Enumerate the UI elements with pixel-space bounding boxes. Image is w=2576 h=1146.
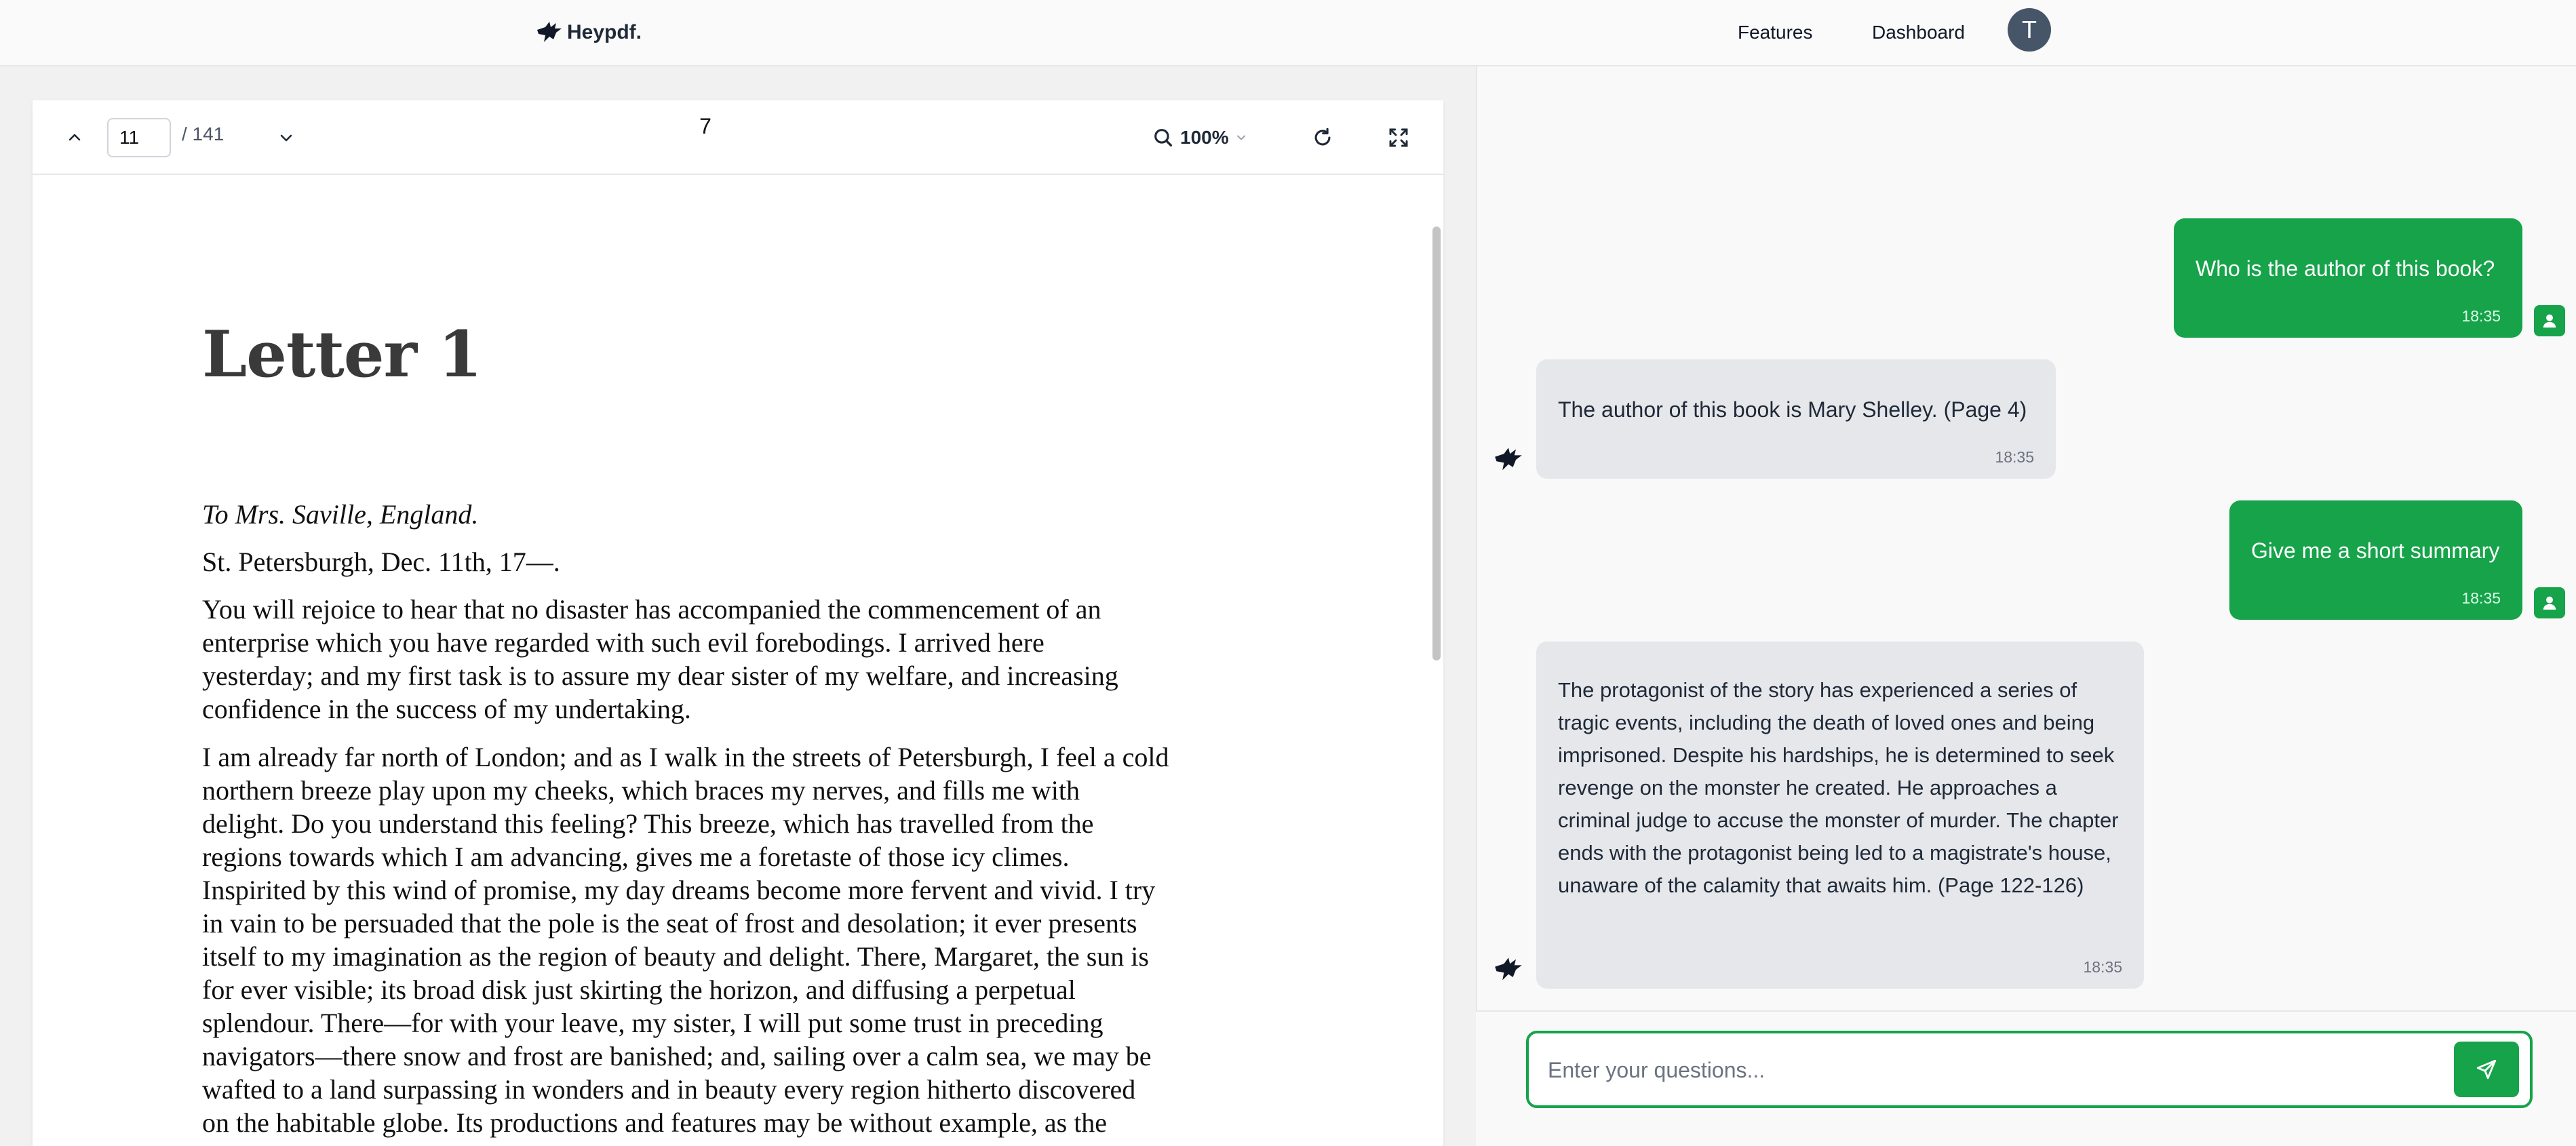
text-line: regions towards which I am advancing, gives me a foretaste of those icy climes. <box>202 842 1070 872</box>
message-timestamp: 18:35 <box>2461 307 2501 325</box>
letter-paragraph-2 <box>202 740 1274 1138</box>
fullscreen-icon <box>1388 127 1409 149</box>
text-line: splendour. There—for with your leave, my sister, I will put some trust in preceding <box>202 1008 1104 1038</box>
printed-page-number: 7 <box>699 114 711 138</box>
message-text: Give me a short summary <box>2251 538 2500 563</box>
bird-icon <box>1494 956 1523 983</box>
letter-dateline: St. Petersburgh, Dec. 11th, 17—. <box>202 547 560 577</box>
user-icon <box>2534 587 2565 618</box>
pdf-scrollbar[interactable] <box>1432 226 1441 660</box>
text-line: enterprise which you have regarded with such evil forebodings. I arrived here <box>202 627 1045 658</box>
search-icon <box>1152 126 1175 149</box>
chevron-down-icon <box>278 130 294 146</box>
user-icon <box>2534 305 2565 336</box>
text-line: on the habitable globe. Its productions and features may be without example, as the <box>202 1107 1108 1138</box>
text-line: navigators—there snow and frost are banished; and, sailing over a calm sea, we may be <box>202 1041 1152 1071</box>
text-line: in vain to be persuaded that the pole is the seat of frost and desolation; it ever presents <box>202 908 1137 938</box>
user-message <box>2229 500 2522 620</box>
user-avatar[interactable]: T <box>2008 8 2051 52</box>
page-total: / 141 <box>182 123 225 144</box>
zoom-control[interactable] <box>1152 121 1248 155</box>
nav-features-link[interactable]: Features <box>1738 22 1813 43</box>
message-timestamp: 18:35 <box>1995 448 2034 466</box>
text-line: confidence in the success of my undertaking. <box>202 694 691 724</box>
bird-icon <box>536 20 563 45</box>
message-timestamp: 18:35 <box>2083 958 2122 976</box>
letter-paragraph-1 <box>202 593 1274 726</box>
logo-text: Heypdf. <box>567 21 642 43</box>
chat-question-input[interactable] <box>1546 1047 2431 1093</box>
page-number-input[interactable] <box>107 118 171 157</box>
chevron-up-icon <box>66 130 83 146</box>
text-line: northern breeze play upon my cheeks, which braces my nerves, and fills me with <box>202 775 1080 806</box>
rotate-button[interactable] <box>1308 123 1338 153</box>
text-line: for ever visible; its broad disk just skirting the horizon, and diffusing a perpetual <box>202 974 1076 1005</box>
chevron-down-icon <box>1234 131 1248 144</box>
prev-page-button[interactable] <box>61 124 88 151</box>
message-text: The author of this book is Mary Shelley. (Page 4) <box>1558 397 2027 422</box>
text-line: yesterday; and my first task is to assure my dear sister of my welfare, and increasing <box>202 660 1118 691</box>
text-line: Inspirited by this wind of promise, my day dreams become more fervent and vivid. I try <box>202 875 1156 905</box>
bot-message <box>1536 359 2056 479</box>
text-line: I am already far north of London; and as I walk in the streets of Petersburgh, I feel a cold <box>202 742 1169 772</box>
user-message <box>2174 218 2522 338</box>
bird-icon <box>1494 446 1523 473</box>
text-line: wafted to a land surpassing in wonders and in beauty every region hitherto discovered <box>202 1074 1136 1105</box>
next-page-button[interactable] <box>273 124 300 151</box>
send-icon <box>2475 1058 2498 1081</box>
logo[interactable] <box>536 15 642 50</box>
letter-addressee: To Mrs. Saville, England. <box>202 499 479 530</box>
message-text: The protagonist of the story has experienced a series of tragic events, including the death of loved ones and being imprisoned. Despite his hardships, he is determined to seek revenge on the monster he created. He approaches a criminal judge to accuse the monster of murder. The chapter ends with the protagonist being led to a magistrate's house, unaware of the calamity that awaits him. (Page 122-126) <box>1558 678 2119 897</box>
top-navbar <box>0 0 2576 66</box>
chat-input-container <box>1526 1031 2533 1108</box>
bot-message <box>1536 641 2144 989</box>
message-timestamp: 18:35 <box>2461 589 2501 607</box>
zoom-level: 100% <box>1180 127 1229 148</box>
send-button[interactable] <box>2454 1042 2519 1097</box>
nav-dashboard-link[interactable]: Dashboard <box>1872 22 1965 43</box>
message-text: Who is the author of this book? <box>2196 256 2495 281</box>
rotate-icon <box>1311 126 1334 149</box>
text-line: You will rejoice to hear that no disaster has accompanied the commencement of an <box>202 594 1101 625</box>
text-line: itself to my imagination as the region of beauty and delight. There, Margaret, the sun is <box>202 941 1149 972</box>
document-heading: Letter 1 <box>202 317 482 392</box>
fullscreen-button[interactable] <box>1384 123 1413 153</box>
text-line: delight. Do you understand this feeling? This breeze, which has travelled from the <box>202 808 1094 839</box>
